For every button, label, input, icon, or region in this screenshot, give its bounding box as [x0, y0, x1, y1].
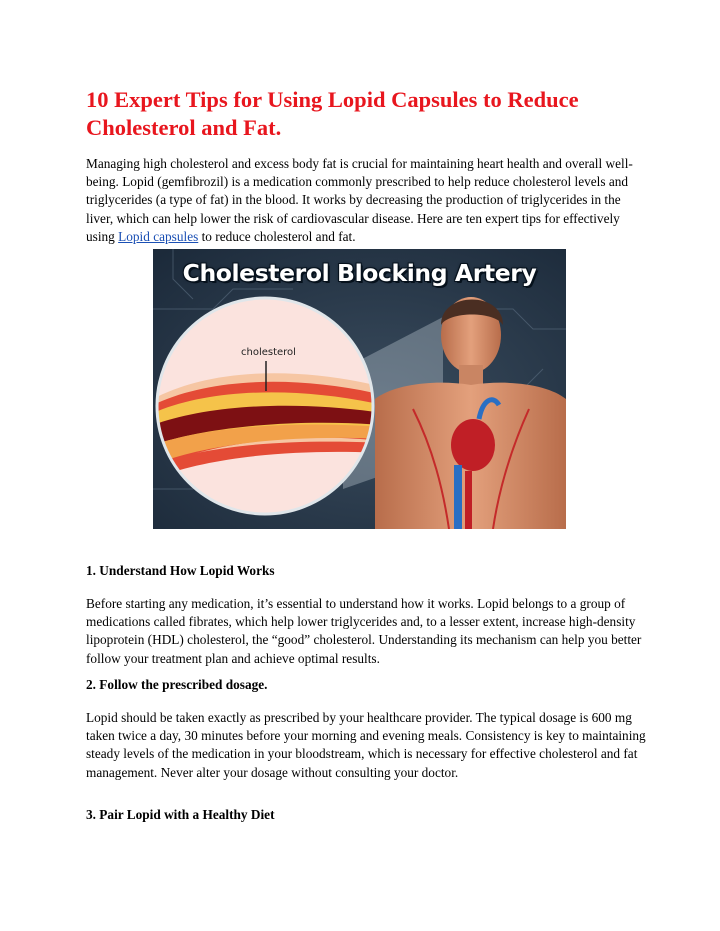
section-heading-1: 1. Understand How Lopid Works: [86, 563, 275, 578]
section-heading-3: 3. Pair Lopid with a Healthy Diet: [86, 807, 275, 822]
section-body-2: Lopid should be taken exactly as prescribed by your healthcare provider. The typical dosage is 600 mg taken twice a day, 30 minutes before your morning and evening meals. Consistency is key to maintaining steady levels of the medication in your bloodstream, which is necessary for effective cholesterol and fat management. Never alter your dosage without consulting your doctor.: [86, 710, 646, 780]
intro-text-end: to reduce cholesterol and fat.: [198, 228, 356, 244]
intro-text: Managing high cholesterol and excess body fat is crucial for maintaining heart health and overall well-being. Lopid (gemfibrozil) is a medication commonly prescribed to help reduce cholesterol levels and triglycerides (a type of fat) in the blood. It works by decreasing the production of triglycerides in the liver, which can help lower the risk of cardiovascular disease. Here are ten expert tips for effectively using: [86, 156, 633, 244]
lopid-capsules-link[interactable]: Lopid capsules: [118, 228, 199, 244]
section-heading-2: 2. Follow the prescribed dosage.: [86, 677, 268, 692]
cholesterol-artery-illustration: [153, 249, 566, 529]
cholesterol-label: cholesterol: [241, 347, 296, 358]
section-body-1: Before starting any medication, it’s essential to understand how it works. Lopid belongs to a group of medications called fibrates, which help lower triglycerides and, to a lesser extent, increase high-density lipoprotein (HDL) cholesterol, the “good” cholesterol. Understanding its mechanism can help you better follow your treatment plan and achieve optimal results.: [86, 596, 642, 666]
figure-title: Cholesterol Blocking Artery: [182, 259, 537, 287]
intro-paragraph: [86, 155, 646, 246]
article-title: 10 Expert Tips for Using Lopid Capsules to Reduce Cholesterol and Fat.: [86, 87, 579, 140]
